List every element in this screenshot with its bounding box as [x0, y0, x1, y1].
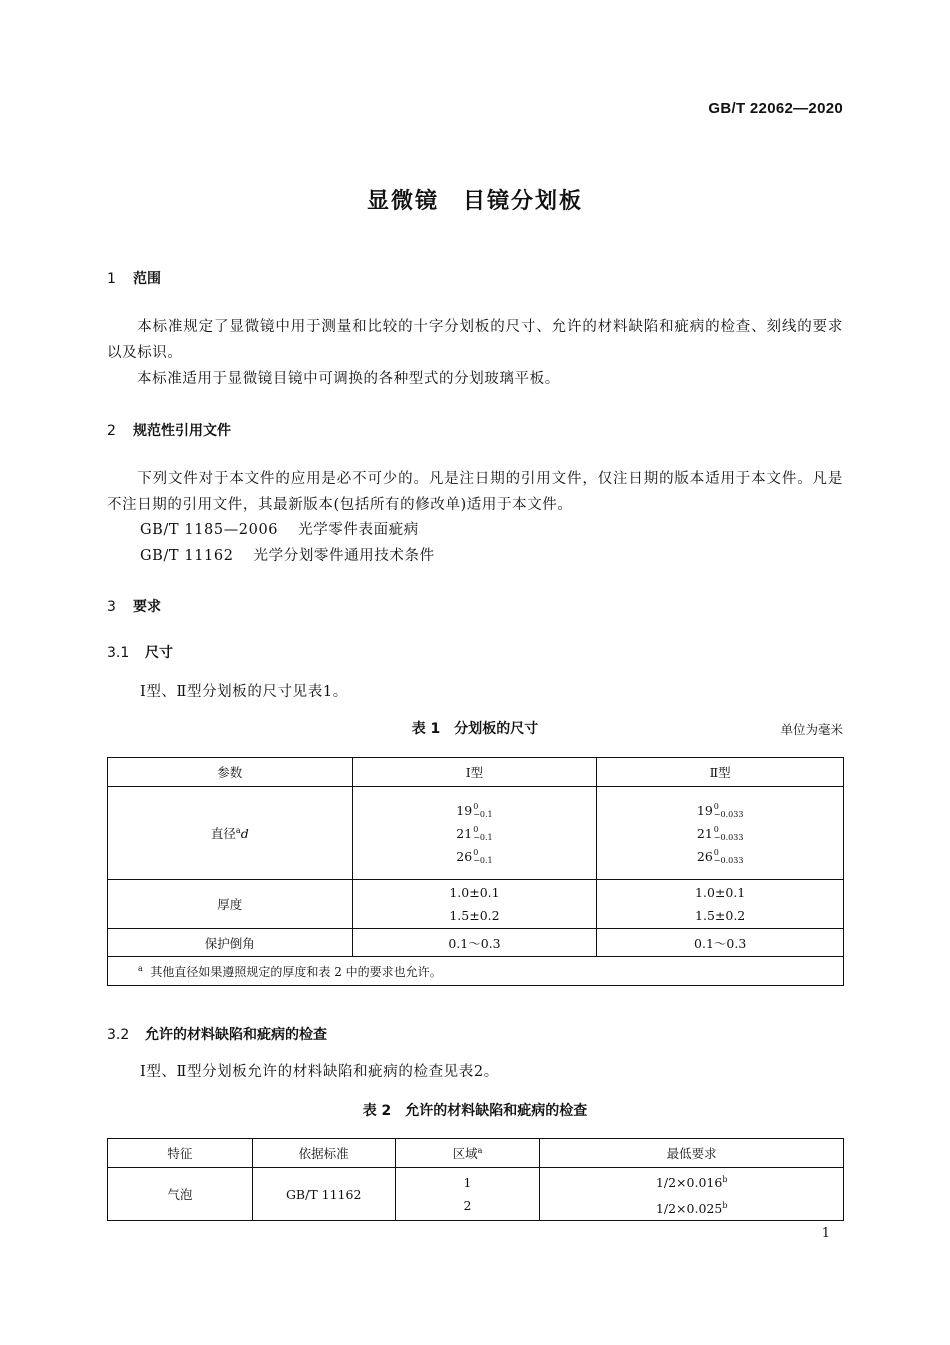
section-3-1-paragraph: Ⅰ型、Ⅱ型分划板的尺寸见表1。 [140, 684, 348, 700]
tolerance-lower: −0.1 [473, 810, 493, 819]
section-number: 3 [107, 599, 116, 615]
header-cell-zone [395, 1139, 540, 1168]
table-row-diameter [108, 787, 844, 880]
requirement-text: 1/2×0.025 [655, 1201, 723, 1217]
tolerance-lower: −0.1 [473, 856, 493, 865]
reference-code: GB/T 1185—2006 [140, 522, 279, 538]
section-1-heading [107, 268, 161, 288]
table-2-caption: 表 2 允许的材料缺陷和疵病的检查 [362, 1103, 588, 1119]
diameter-value [597, 799, 843, 822]
table-1-caption: 表 1 分划板的尺寸 [411, 721, 539, 737]
table-2 [107, 1138, 844, 1221]
section-title: 规范性引用文件 [133, 423, 231, 439]
section-number: 2 [107, 423, 116, 439]
header-cell-type-2: Ⅱ型 [597, 758, 844, 787]
requirement-cell [540, 1168, 844, 1221]
tolerance [473, 803, 492, 819]
type-1-thickness-cell [352, 880, 597, 929]
standard-code: GB/T 22062—2020 [708, 100, 843, 117]
tolerance [473, 849, 492, 865]
diameter-value [353, 822, 597, 845]
tolerance-upper: 0 [473, 825, 479, 834]
thickness-value: 1.5±0.2 [695, 908, 746, 923]
section-number: 3.2 [107, 1027, 130, 1043]
section-title: 尺寸 [145, 645, 173, 661]
diameter-base: 21 [456, 825, 473, 841]
reference-name: 光学零件表面疵病 [298, 522, 419, 538]
header-cell-min-requirement: 最低要求 [540, 1139, 844, 1168]
tolerance-lower: −0.033 [713, 833, 744, 842]
footnote-marker: a [477, 1145, 483, 1155]
diameter-value [597, 822, 843, 845]
section-title: 允许的材料缺陷和疵病的检查 [145, 1027, 327, 1043]
section-number: 1 [107, 271, 116, 287]
section-1-paragraph-2 [107, 366, 843, 392]
diameter-base: 21 [696, 825, 713, 841]
requirement-value [540, 1168, 843, 1194]
diameter-symbol: d [240, 826, 249, 841]
zone-value: 1 [463, 1175, 472, 1191]
tolerance [473, 826, 492, 842]
footnote-marker: a [235, 825, 241, 835]
header-cell-parameter: 参数 [108, 758, 353, 787]
chamfer-label-cell: 保护倒角 [108, 929, 353, 957]
tolerance-upper: 0 [713, 825, 719, 834]
type-2-chamfer-cell: 0.1～0.3 [597, 929, 844, 957]
header-cell-feature: 特征 [108, 1139, 253, 1168]
footnote-marker: a [138, 963, 143, 973]
tolerance-upper: 0 [713, 848, 719, 857]
diameter-base: 26 [456, 848, 473, 864]
diameter-value [597, 845, 843, 868]
section-2-paragraph-1 [107, 466, 843, 518]
header-cell-standard: 依据标准 [252, 1139, 395, 1168]
tolerance [714, 849, 744, 865]
tolerance-upper: 0 [473, 848, 479, 857]
section-title: 范围 [133, 271, 161, 287]
footnote-marker: b [722, 1201, 728, 1211]
thickness-label-cell: 厚度 [108, 880, 353, 929]
table-1-unit: 单位为毫米 [780, 722, 843, 737]
tolerance-upper: 0 [713, 802, 719, 811]
table-1 [107, 757, 844, 986]
thickness-value: 1.0±0.1 [449, 885, 500, 900]
reference-name: 光学分划零件通用技术条件 [253, 548, 435, 564]
reference-code: GB/T 11162 [140, 548, 234, 564]
tolerance-upper: 0 [473, 802, 479, 811]
footnote-marker: b [722, 1175, 728, 1184]
requirement-text: 1/2×0.016 [655, 1175, 723, 1191]
table-row-thickness [108, 880, 844, 929]
type-1-chamfer-cell: 0.1～0.3 [352, 929, 597, 957]
table-row [108, 1168, 844, 1221]
paragraph-text: 本标准适用于显微镜目镜中可调换的各种型式的分划玻璃平板。 [137, 371, 560, 387]
standard-cell: GB/T 11162 [252, 1168, 395, 1221]
tolerance-lower: −0.033 [713, 856, 744, 865]
paragraph-text: 下列文件对于本文件的应用是必不可少的。凡是注日期的引用文件，仅注日期的版本适用于本文件。凡是不注日期的引用文件，其最新版本(包括所有的修改单)适用于本文件。 [107, 471, 843, 513]
document-title: 显微镜 目镜分划板 [366, 189, 583, 214]
type-1-diameter-cell [352, 787, 597, 880]
reference-item [140, 544, 435, 565]
section-number: 3.1 [107, 645, 130, 661]
section-1-paragraph-1 [107, 314, 843, 366]
footnote-text: 其他直径如果遵照规定的厚度和表 2 中的要求也允许。 [150, 964, 442, 979]
type-2-diameter-cell [597, 787, 844, 880]
type-2-thickness-cell [597, 880, 844, 929]
zone-cell [395, 1168, 540, 1221]
diameter-base: 19 [456, 802, 473, 818]
tolerance [714, 803, 744, 819]
requirement-value [540, 1194, 843, 1220]
table-header-row [108, 1139, 844, 1168]
table-footnote [108, 957, 844, 986]
table-header-row [108, 758, 844, 787]
diameter-value [353, 845, 597, 868]
section-3-heading [107, 596, 161, 616]
thickness-value: 1.0±0.1 [695, 885, 746, 900]
section-title: 要求 [133, 599, 161, 615]
section-3-1-heading [107, 642, 173, 662]
thickness-value: 1.5±0.2 [449, 908, 500, 923]
paragraph-text: 本标准规定了显微镜中用于测量和比较的十字分划板的尺寸、允许的材料缺陷和疵病的检查、刻线的要求以及标识。 [107, 319, 843, 361]
diameter-base: 26 [696, 848, 713, 864]
page-number: 1 [821, 1226, 830, 1241]
tolerance [714, 826, 744, 842]
section-3-2-paragraph: Ⅰ型、Ⅱ型分划板允许的材料缺陷和疵病的检查见表2。 [140, 1064, 499, 1080]
section-2-heading [107, 420, 231, 440]
feature-cell: 气泡 [108, 1168, 253, 1221]
reference-item [140, 518, 419, 539]
table-row-chamfer [108, 929, 844, 957]
header-text: 区域 [452, 1146, 478, 1161]
tolerance-lower: −0.033 [713, 810, 744, 819]
diameter-base: 19 [696, 802, 713, 818]
section-3-2-heading [107, 1024, 327, 1044]
header-cell-type-1: Ⅰ型 [352, 758, 597, 787]
tolerance-lower: −0.1 [473, 833, 493, 842]
zone-value: 2 [463, 1198, 472, 1214]
diameter-label: 直径 [210, 826, 236, 841]
diameter-label-cell [108, 787, 353, 880]
table-footnote-row [108, 957, 844, 986]
diameter-value [353, 799, 597, 822]
